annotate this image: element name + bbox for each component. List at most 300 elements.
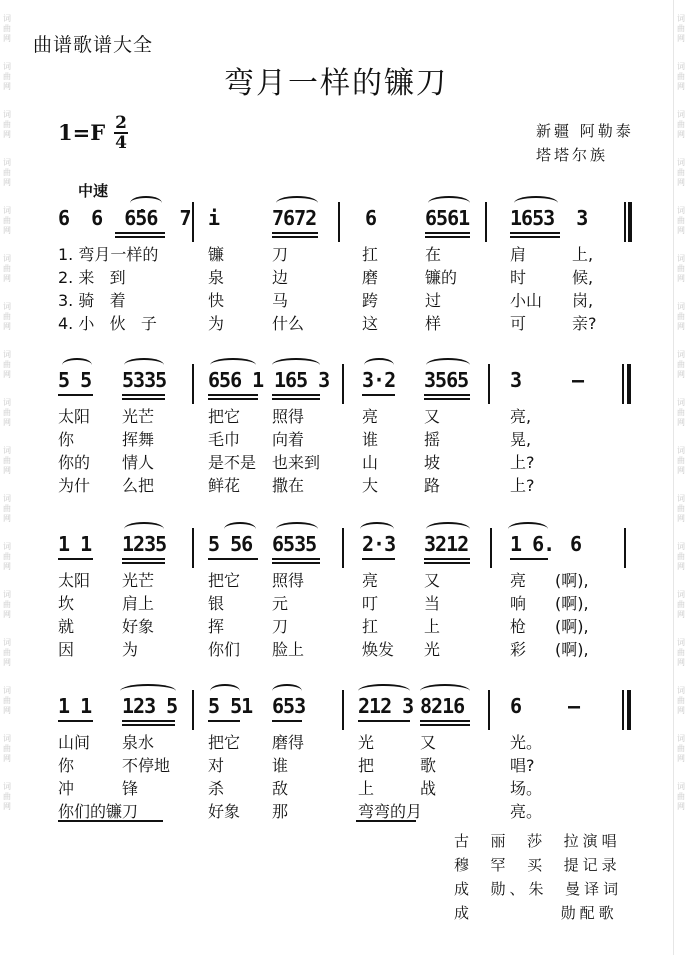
watermark-char: 曲 <box>3 360 11 369</box>
watermark-group <box>0 110 14 144</box>
slur-mark <box>120 684 176 698</box>
bar-line <box>624 202 626 242</box>
lyric-syllable: 把它 <box>208 407 241 426</box>
performer-credit-line: 成 勋、朱 曼译词 <box>454 880 623 898</box>
lyric-syllable: 马 <box>272 291 289 310</box>
note-group: 6 <box>365 206 377 230</box>
lyric-syllable: 泉 <box>208 268 225 287</box>
lyric-syllable: 把它 <box>208 571 241 590</box>
lyric-syllable: 为 <box>122 640 139 659</box>
watermark-char: 词 <box>677 782 685 791</box>
time-signature-top: 2 <box>115 113 127 133</box>
note-group: 3212 <box>424 532 469 556</box>
watermark-char: 词 <box>677 398 685 407</box>
watermark-char: 网 <box>677 274 685 283</box>
watermark-char: 词 <box>677 686 685 695</box>
lyric-syllable: 坎 <box>58 594 75 613</box>
watermark-group <box>674 158 688 192</box>
beam-line <box>272 558 320 560</box>
lyric-syllable: 好象 <box>122 617 155 636</box>
beam-line <box>358 720 410 722</box>
watermark-char: 网 <box>3 610 11 619</box>
lyric-syllable: 冲 <box>58 779 75 798</box>
beam-line-double <box>510 236 560 238</box>
lyric-syllable: 对 <box>208 756 225 775</box>
watermark-char: 网 <box>677 322 685 331</box>
watermark-char: 网 <box>677 466 685 475</box>
watermark-char: 词 <box>3 110 11 119</box>
lyric-syllable: 太阳 <box>58 407 91 426</box>
lyric-line <box>0 637 690 661</box>
watermark-char: 词 <box>3 590 11 599</box>
note-group: – <box>568 694 580 718</box>
watermark-group <box>0 494 14 528</box>
beam-line <box>115 232 165 234</box>
note-group: 6 <box>570 532 582 556</box>
watermark-char: 词 <box>3 686 11 695</box>
beam-line <box>58 558 93 560</box>
lyric-syllable: 4. 小 伙 子 <box>58 314 157 333</box>
lyric-syllable: 2. 来 到 <box>58 268 126 287</box>
beam-line <box>272 394 320 396</box>
note-group: 656 1 <box>208 368 264 392</box>
watermark-char: 网 <box>677 418 685 427</box>
lyric-syllable: 为 <box>208 314 225 333</box>
lyric-syllable: 又 <box>424 407 441 426</box>
note-group: 5 56 <box>208 532 253 556</box>
watermark-char: 词 <box>677 206 685 215</box>
slur-mark <box>124 522 164 536</box>
lyric-syllable: 枪 <box>510 617 527 636</box>
lyric-syllable: 刀 <box>272 245 289 264</box>
lyric-syllable: 是不是 <box>208 453 257 472</box>
beam-line <box>122 558 165 560</box>
beam-line <box>425 232 470 234</box>
watermark-char: 网 <box>677 562 685 571</box>
note-group: 7672 <box>272 206 317 230</box>
watermark-group <box>674 14 688 48</box>
watermark-char: 词 <box>3 350 11 359</box>
note-group: 6535 <box>272 532 317 556</box>
lyric-syllable: 歌 <box>420 756 437 775</box>
lyric-syllable: 光 <box>358 733 375 752</box>
lyric-syllable: 亮。 <box>510 802 543 821</box>
lyric-syllable: 把它 <box>208 733 241 752</box>
lyric-syllable: 光芒 <box>122 407 155 426</box>
note-group: 6 <box>510 694 522 718</box>
beam-line <box>208 558 258 560</box>
note-group: 5 51 <box>208 694 253 718</box>
watermark-char: 词 <box>677 62 685 71</box>
watermark-char: 曲 <box>677 792 685 801</box>
watermark-char: 曲 <box>3 408 11 417</box>
watermark-char: 网 <box>3 466 11 475</box>
lyric-syllable: (啊), <box>555 594 589 613</box>
slur-mark <box>272 358 320 372</box>
lyric-syllable: 亮, <box>510 407 532 426</box>
watermark-char: 网 <box>677 754 685 763</box>
lyric-line <box>0 311 690 335</box>
lyric-syllable: 上? <box>510 453 535 472</box>
beam-line <box>424 394 470 396</box>
bar-line <box>488 690 490 730</box>
lyric-syllable: 1. 弯月一样的 <box>58 245 159 264</box>
watermark-char: 曲 <box>3 648 11 657</box>
lyric-syllable: 谁 <box>272 756 289 775</box>
watermark-char: 词 <box>3 446 11 455</box>
beam-line <box>424 558 470 560</box>
beam-line <box>122 394 165 396</box>
note-group: 3565 <box>424 368 469 392</box>
lyric-syllable: 当 <box>424 594 441 613</box>
lyric-syllable: 光。 <box>510 733 543 752</box>
watermark-char: 词 <box>677 734 685 743</box>
beam-line-double <box>420 724 470 726</box>
lyric-line <box>0 427 690 451</box>
watermark-char: 网 <box>3 226 11 235</box>
lyric-syllable: 上, <box>572 245 594 264</box>
watermark-char: 曲 <box>677 696 685 705</box>
beam-line <box>58 394 93 396</box>
slur-mark <box>276 196 318 210</box>
watermark-char: 网 <box>3 754 11 763</box>
lyric-syllable: 边 <box>272 268 289 287</box>
watermark-char: 词 <box>677 254 685 263</box>
lyric-syllable: 扛 <box>362 617 379 636</box>
note-group: 6561 <box>425 206 470 230</box>
slur-mark <box>508 522 548 536</box>
lyric-syllable: 元 <box>272 594 289 613</box>
lyric-syllable: 可 <box>510 314 527 333</box>
lyric-syllable: (啊), <box>555 617 589 636</box>
lyric-underline <box>58 820 163 822</box>
lyric-syllable: 焕发 <box>362 640 395 659</box>
lyric-syllable: 镰的 <box>425 268 458 287</box>
lyric-line <box>0 591 690 615</box>
watermark-char: 曲 <box>3 216 11 225</box>
lyric-syllable: 岗, <box>572 291 594 310</box>
lyric-syllable: (啊), <box>555 571 589 590</box>
lyric-syllable: 就 <box>58 617 75 636</box>
watermark-char: 曲 <box>677 24 685 33</box>
lyric-syllable: 毛巾 <box>208 430 241 449</box>
bar-line <box>488 364 490 404</box>
watermark-char: 网 <box>3 802 11 811</box>
beam-line-double <box>122 398 165 400</box>
slur-mark <box>276 522 318 536</box>
slur-mark <box>420 684 470 698</box>
watermark-char: 网 <box>677 34 685 43</box>
bar-line <box>192 528 194 568</box>
note-group: 2·3 <box>362 532 396 556</box>
watermark-char: 曲 <box>3 600 11 609</box>
watermark-char: 词 <box>677 590 685 599</box>
lyric-syllable: 坡 <box>424 453 441 472</box>
song-title: 弯月一样的镰刀 <box>224 66 448 101</box>
watermark-char: 网 <box>677 514 685 523</box>
lyric-line <box>0 753 690 777</box>
lyric-line <box>0 730 690 754</box>
lyric-syllable: 杀 <box>208 779 225 798</box>
lyric-syllable: 候, <box>572 268 594 287</box>
watermark-char: 曲 <box>677 72 685 81</box>
watermark-char: 网 <box>3 706 11 715</box>
watermark-char: 词 <box>3 638 11 647</box>
watermark-char: 网 <box>677 658 685 667</box>
watermark-char: 词 <box>677 446 685 455</box>
lyric-syllable: 谁 <box>362 430 379 449</box>
note-line <box>0 532 690 560</box>
performer-credit-line: 古 丽 莎 拉演唱 <box>454 832 621 850</box>
beam-line-double <box>208 398 258 400</box>
watermark-char: 网 <box>3 178 11 187</box>
lyric-syllable: 泉水 <box>122 733 155 752</box>
lyric-syllable: 过 <box>425 291 442 310</box>
bar-line <box>192 364 194 404</box>
lyric-syllable: 光 <box>424 640 441 659</box>
lyric-syllable: (啊), <box>555 640 589 659</box>
watermark-group <box>674 62 688 96</box>
lyric-syllable: 叮 <box>362 594 379 613</box>
watermark-group <box>0 158 14 192</box>
bar-line <box>628 202 632 242</box>
lyric-line <box>0 242 690 266</box>
beam-line-double <box>424 562 470 564</box>
slur-mark <box>272 684 302 698</box>
note-group: 3 <box>510 368 522 392</box>
lyric-line <box>0 404 690 428</box>
lyric-line <box>0 614 690 638</box>
lyric-syllable: 好象 <box>208 802 241 821</box>
lyric-syllable: 亮 <box>510 571 527 590</box>
note-group: 1653 3 <box>510 206 588 230</box>
note-group: 123 5 <box>122 694 178 718</box>
lyric-syllable: 镰 <box>208 245 225 264</box>
watermark-char: 曲 <box>677 744 685 753</box>
lyric-line <box>0 568 690 592</box>
bar-line <box>627 364 631 404</box>
lyric-line <box>0 776 690 800</box>
lyric-syllable: 在 <box>425 245 442 264</box>
watermark-char: 曲 <box>3 696 11 705</box>
lyric-syllable: 也来到 <box>272 453 321 472</box>
watermark-char: 词 <box>677 638 685 647</box>
beam-line <box>272 232 318 234</box>
lyric-syllable: 又 <box>420 733 437 752</box>
lyric-syllable: 场。 <box>510 779 543 798</box>
watermark-char: 词 <box>3 542 11 551</box>
note-group: 212 3 <box>358 694 414 718</box>
lyric-syllable: 么把 <box>122 476 155 495</box>
watermark-char: 网 <box>677 610 685 619</box>
bar-line <box>342 528 344 568</box>
lyric-line <box>0 288 690 312</box>
lyric-syllable: 跨 <box>362 291 379 310</box>
note-line <box>0 368 690 396</box>
watermark-char: 曲 <box>3 792 11 801</box>
lyric-syllable: 又 <box>424 571 441 590</box>
lyric-syllable: 扛 <box>362 245 379 264</box>
lyric-syllable: 亮 <box>362 571 379 590</box>
watermark-char: 网 <box>3 514 11 523</box>
bar-line <box>342 690 344 730</box>
lyric-syllable: 照得 <box>272 407 305 426</box>
lyric-syllable: 晃, <box>510 430 532 449</box>
bar-line <box>485 202 487 242</box>
slur-mark <box>428 196 470 210</box>
lyric-syllable: 光芒 <box>122 571 155 590</box>
lyric-syllable: 肩上 <box>122 594 155 613</box>
lyric-line <box>0 450 690 474</box>
watermark-char: 网 <box>677 82 685 91</box>
watermark-char: 词 <box>677 14 685 23</box>
beam-line-double <box>122 562 165 564</box>
lyric-syllable: 山间 <box>58 733 91 752</box>
bar-line <box>627 690 631 730</box>
bar-line <box>490 528 492 568</box>
beam-line <box>362 558 395 560</box>
lyric-syllable: 上 <box>424 617 441 636</box>
note-group: 5335 <box>122 368 167 392</box>
watermark-char: 网 <box>3 562 11 571</box>
bar-line <box>192 690 194 730</box>
watermark-char: 网 <box>3 130 11 139</box>
watermark-group <box>674 110 688 144</box>
slur-mark <box>426 522 470 536</box>
lyric-syllable: 亲? <box>572 314 597 333</box>
beam-line <box>362 394 395 396</box>
watermark-char: 词 <box>677 110 685 119</box>
beam-line <box>58 720 93 722</box>
note-group: 6 6 6̇56 7 <box>58 206 191 230</box>
performer-credit-line: 成 勋配歌 <box>454 904 618 922</box>
note-group: 1 1 <box>58 532 92 556</box>
beam-line <box>510 558 548 560</box>
beam-line-double <box>424 398 470 400</box>
note-line <box>0 206 690 234</box>
slur-mark <box>130 196 162 210</box>
watermark-char: 网 <box>3 82 11 91</box>
lyric-syllable: 肩 <box>510 245 527 264</box>
lyric-underline <box>356 820 416 822</box>
watermark-char: 曲 <box>677 504 685 513</box>
lyric-syllable: 锋 <box>122 779 139 798</box>
lyric-syllable: 你们 <box>208 640 241 659</box>
note-group: 1 1 <box>58 694 92 718</box>
watermark-char: 词 <box>3 158 11 167</box>
lyric-syllable: 弯弯的月 <box>358 802 423 821</box>
watermark-char: 词 <box>3 302 11 311</box>
watermark-char: 网 <box>3 322 11 331</box>
watermark-char: 词 <box>3 734 11 743</box>
site-label: 曲谱歌谱大全 <box>33 34 154 56</box>
lyric-syllable: 你 <box>58 756 75 775</box>
note-group: 165 3 <box>274 368 330 392</box>
lyric-syllable: 快 <box>208 291 225 310</box>
time-signature-bottom: 4 <box>115 133 127 153</box>
slur-mark <box>210 358 256 372</box>
beam-line <box>122 720 175 722</box>
note-group: 1 6. <box>510 532 555 556</box>
lyric-syllable: 你的 <box>58 453 91 472</box>
watermark-char: 网 <box>677 226 685 235</box>
bar-line <box>342 364 344 404</box>
lyric-syllable: 太阳 <box>58 571 91 590</box>
watermark-char: 曲 <box>3 120 11 129</box>
beam-line <box>510 232 560 234</box>
bar-line <box>338 202 340 242</box>
watermark-char: 网 <box>3 34 11 43</box>
lyric-syllable: 为什 <box>58 476 91 495</box>
key-signature: 1=F <box>58 120 106 145</box>
lyric-syllable: 挥舞 <box>122 430 155 449</box>
lyric-syllable: 鲜花 <box>208 476 241 495</box>
watermark-char: 曲 <box>3 744 11 753</box>
watermark-char: 词 <box>3 494 11 503</box>
lyric-syllable: 磨 <box>362 268 379 287</box>
lyric-syllable: 因 <box>58 640 75 659</box>
lyric-line <box>0 799 690 823</box>
beam-line <box>208 720 240 722</box>
lyric-syllable: 刀 <box>272 617 289 636</box>
lyric-syllable: 上? <box>510 476 535 495</box>
beam-line-double <box>122 724 175 726</box>
lyric-syllable: 那 <box>272 802 289 821</box>
watermark-char: 网 <box>677 370 685 379</box>
watermark-char: 曲 <box>677 600 685 609</box>
beam-line <box>272 720 302 722</box>
watermark-group <box>674 494 688 528</box>
watermark-char: 词 <box>3 14 11 23</box>
lyric-syllable: 磨得 <box>272 733 305 752</box>
watermark-char: 词 <box>677 302 685 311</box>
watermark-char: 词 <box>3 398 11 407</box>
lyric-syllable: 大 <box>362 476 379 495</box>
watermark-char: 词 <box>3 62 11 71</box>
watermark-char: 曲 <box>3 168 11 177</box>
watermark-char: 曲 <box>677 216 685 225</box>
lyric-syllable: 响 <box>510 594 527 613</box>
watermark-group <box>0 14 14 48</box>
lyric-syllable: 战 <box>420 779 437 798</box>
lyric-syllable: 时 <box>510 268 527 287</box>
watermark-char: 网 <box>677 130 685 139</box>
lyric-syllable: 挥 <box>208 617 225 636</box>
lyric-syllable: 彩 <box>510 640 527 659</box>
watermark-char: 网 <box>3 274 11 283</box>
watermark-char: 曲 <box>677 360 685 369</box>
lyric-syllable: 亮 <box>362 407 379 426</box>
watermark-char: 词 <box>3 206 11 215</box>
watermark-group <box>0 62 14 96</box>
watermark-char: 词 <box>677 494 685 503</box>
lyric-line <box>0 473 690 497</box>
slur-mark <box>364 358 394 372</box>
watermark-char: 曲 <box>677 168 685 177</box>
lyric-line <box>0 265 690 289</box>
beam-line-double <box>272 398 320 400</box>
watermark-char: 曲 <box>677 456 685 465</box>
watermark-char: 网 <box>677 706 685 715</box>
slur-mark <box>62 358 92 372</box>
lyric-syllable: 脸上 <box>272 640 305 659</box>
watermark-char: 曲 <box>3 264 11 273</box>
lyric-syllable: 你们的镰刀 <box>58 802 139 821</box>
lyric-syllable: 撒在 <box>272 476 305 495</box>
lyric-syllable: 路 <box>424 476 441 495</box>
watermark-char: 词 <box>677 350 685 359</box>
lyric-syllable: 情人 <box>122 453 155 472</box>
